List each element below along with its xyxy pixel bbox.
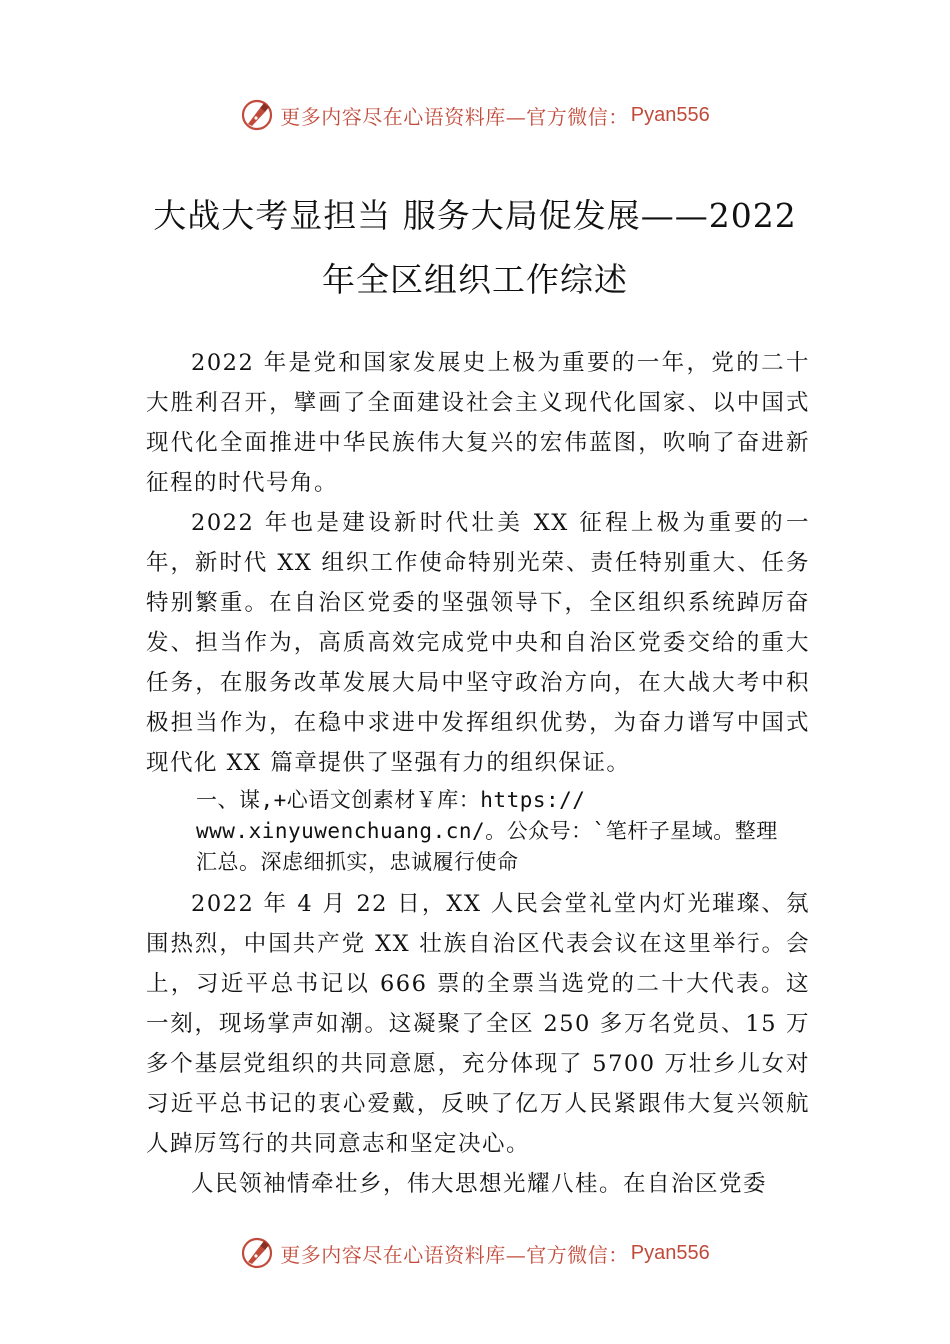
paragraph-intro: 2022 年是党和国家发展史上极为重要的一年，党的二十大胜利召开，擘画了全面建设社会主义现代化国家、以中国式现代化全面推进中华民族伟大复兴的宏伟蓝图，吹响了奋进新征程的时代号角。 xyxy=(146,350,810,496)
pen-nib-logo-icon xyxy=(240,98,274,132)
section-heading-line-2: www.xinyuwenchuang.cn/。公众号：`笔杆子星域。整理 xyxy=(196,819,778,843)
paragraph-congress: 2022 年 4 月 22 日，XX 人民会堂礼堂内灯光璀璨、氛围热烈，中国共产党 XX 壮族自治区代表会议在这里举行。会上，习近平总书记以 666 票的全票当选党的二十大代表。这一刻，现场掌声如潮。这凝聚了全区 250 多万名党员、15 万多个基层党组织的共同意愿，充分体现了 5700 万壮乡儿女对习近平总书记的衷心爱戴，反映了亿万人民紧跟伟大复兴领航人踔厉笃行的共同意志和坚定决心。 xyxy=(146,891,810,1157)
watermark-account: Pyan556 xyxy=(630,103,710,126)
document-body xyxy=(146,343,810,1204)
paragraph-context: 2022 年也是建设新时代壮美 XX 征程上极为重要的一年，新时代 XX 组织工作使命特别光荣、责任特别重大、任务特别繁重。在自治区党委的坚强领导下，全区组织系统踔厉奋发、担当作为，高质高效完成党中央和自治区党委交给的重大任务，在服务改革发展大局中坚守政治方向，在大战大考中积极担当作为，在稳中求进中发挥组织优势，为奋力谱写中国式现代化 XX 篇章提供了坚强有力的组织保证。 xyxy=(146,510,810,776)
header-watermark-banner xyxy=(0,95,950,135)
document-title xyxy=(100,184,850,312)
footer-watermark-banner xyxy=(0,1233,950,1273)
section-heading-line-1: 一、谋,+心语文创素材￥库：https:// xyxy=(196,788,586,812)
watermark-text: 更多内容尽在心语资料库—官方微信： xyxy=(280,104,629,129)
watermark-text: 更多内容尽在心语资料库—官方微信： xyxy=(280,1242,629,1267)
title-line-1: 大战大考显担当 服务大局促发展——2022 xyxy=(153,196,797,235)
title-line-2: 年全区组织工作综述 xyxy=(322,260,628,299)
watermark-account: Pyan556 xyxy=(630,1241,710,1264)
pen-nib-logo-icon xyxy=(240,1236,274,1270)
section-heading xyxy=(146,785,836,878)
paragraph-leader: 人民领袖情牵壮乡，伟大思想光耀八桂。在自治区党委 xyxy=(191,1171,768,1197)
section-heading-line-3: 汇总。深虑细抓实，忠诚履行使命 xyxy=(196,850,519,874)
